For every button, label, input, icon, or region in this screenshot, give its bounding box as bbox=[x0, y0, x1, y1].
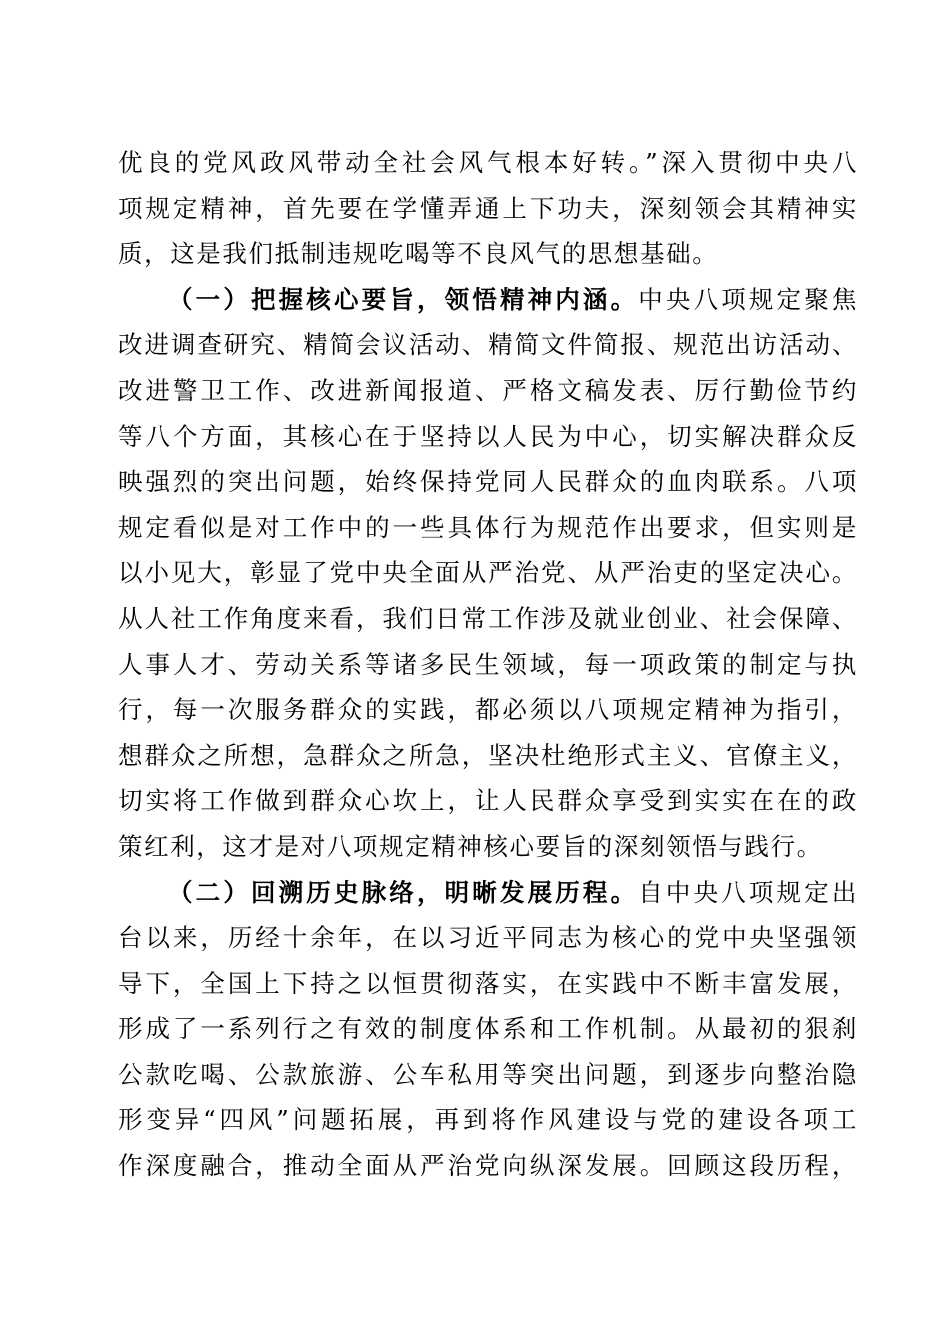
heading-line-rest: 自中央八项规定出 bbox=[638, 877, 858, 907]
text-line: 想群众之所想，急群众之所急，坚决杜绝形式主义、官僚主义， bbox=[118, 740, 858, 770]
text-line: 映强烈的突出问题，始终保持党同人民群众的血肉联系。八项 bbox=[118, 467, 858, 497]
heading-line-rest: 中央八项规定聚焦 bbox=[638, 284, 858, 314]
text-line: 策红利，这才是对八项规定精神核心要旨的深刻领悟与践行。 bbox=[118, 831, 823, 861]
text-line: 人事人才、劳动关系等诸多民生领域，每一项政策的制定与执 bbox=[118, 649, 858, 679]
section-heading-2: （二）回溯历史脉络，明晰发展历程。 bbox=[168, 877, 639, 907]
text-line bbox=[118, 870, 858, 916]
text-line: 作深度融合，推动全面从严治党向纵深发展。回顾这段历程， bbox=[118, 1151, 858, 1181]
paragraph-intro bbox=[118, 140, 858, 277]
body-text bbox=[118, 140, 858, 1189]
text-line: 改进调查研究、精简会议活动、精简文件简报、规范出访活动、 bbox=[118, 330, 858, 360]
text-line: 形变异“四风”问题拓展，再到将作风建设与党的建设各项工 bbox=[118, 1105, 858, 1135]
text-line: 质，这是我们抵制违规吃喝等不良风气的思想基础。 bbox=[118, 239, 719, 269]
text-line: 公款吃喝、公款旅游、公车私用等突出问题，到逐步向整治隐 bbox=[118, 1059, 858, 1089]
text-line: 形成了一系列行之有效的制度体系和工作机制。从最初的狠刹 bbox=[118, 1014, 858, 1044]
text-line: 优良的党风政风带动全社会风气根本好转。”深入贯彻中央八 bbox=[118, 148, 858, 177]
text-line: 以小见大，彰显了党中央全面从严治党、从严治吏的坚定决心。 bbox=[118, 558, 858, 588]
section-heading-1: （一）把握核心要旨，领悟精神内涵。 bbox=[168, 284, 639, 314]
text-line: 改进警卫工作、改进新闻报道、严格文稿发表、厉行勤俭节约 bbox=[118, 375, 858, 405]
text-line: 行，每一次服务群众的实践，都必须以八项规定精神为指引， bbox=[118, 695, 858, 725]
text-line: 导下，全国上下持之以恒贯彻落实，在实践中不断丰富发展， bbox=[118, 968, 858, 998]
text-line: 切实将工作做到群众心坎上，让人民群众享受到实实在在的政 bbox=[118, 786, 858, 816]
text-line: 台以来，历经十余年，在以习近平同志为核心的党中央坚强领 bbox=[118, 923, 858, 953]
text-line: 项规定精神，首先要在学懂弄通上下功夫，深刻领会其精神实 bbox=[118, 193, 858, 223]
text-line bbox=[118, 277, 858, 323]
paragraph-section-1 bbox=[118, 277, 858, 870]
text-line: 规定看似是对工作中的一些具体行为规范作出要求，但实则是 bbox=[118, 512, 858, 542]
paragraph-section-2 bbox=[118, 870, 858, 1189]
text-line: 等八个方面，其核心在于坚持以人民为中心，切实解决群众反 bbox=[118, 421, 858, 451]
text-line: 从人社工作角度来看，我们日常工作涉及就业创业、社会保障、 bbox=[118, 603, 858, 633]
